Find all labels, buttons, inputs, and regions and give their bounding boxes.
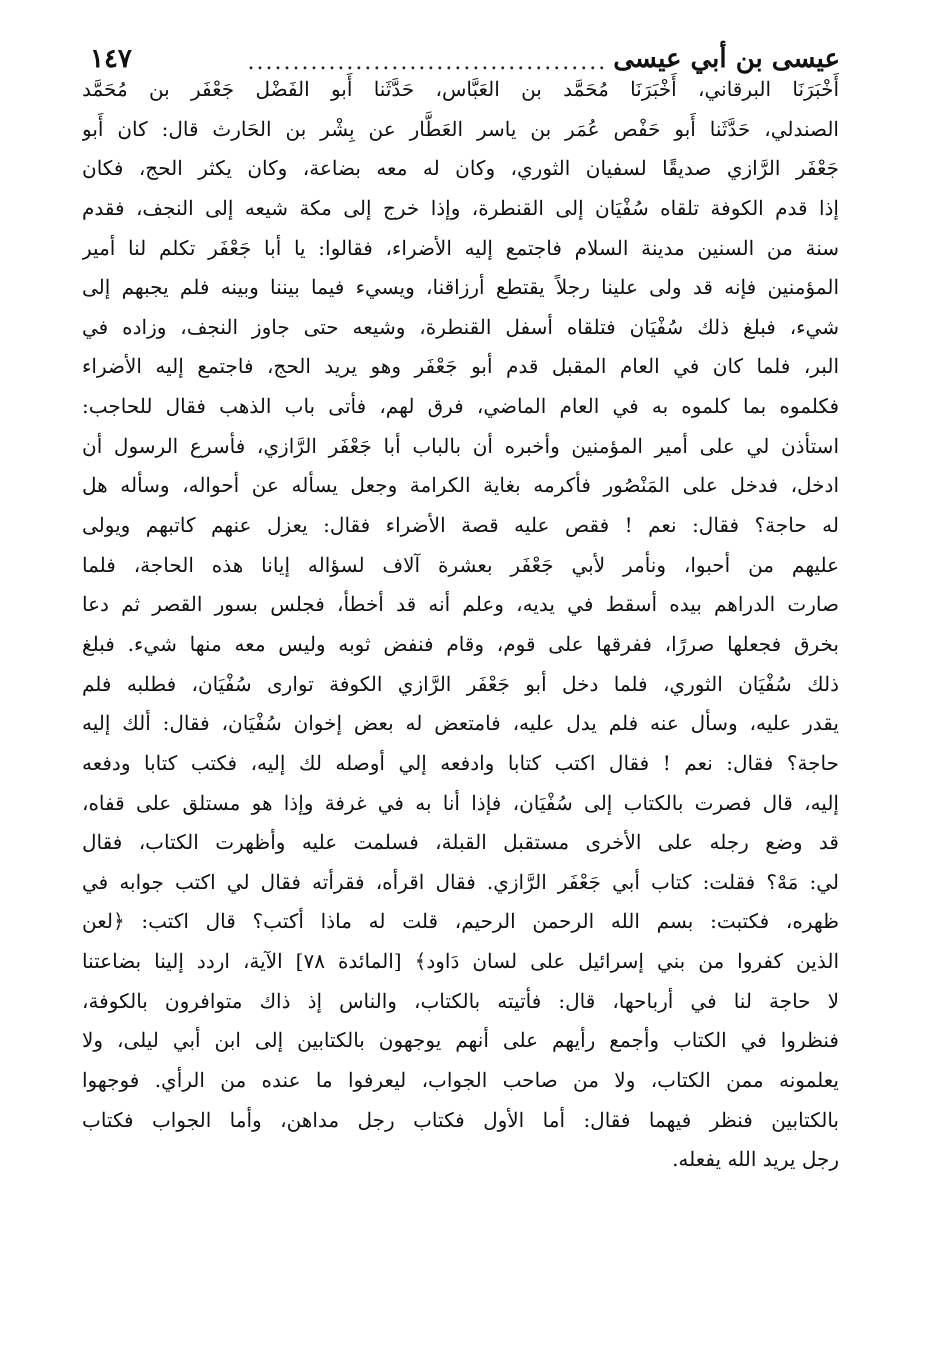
text-line: فنظروا في الكتاب وأجمع رأيهم على أنهم يوجهون بالكتابين إلى ابن أبي ليلى، ولا — [82, 1028, 839, 1053]
dot-leader: ........................................ — [247, 52, 608, 74]
text-line: صارت الدراهم بيده أسقط في يديه، وعلم أنه قد أخطأ، فجلس بسور القصر ثم دعا — [82, 592, 839, 617]
text-line: لا حاجة لنا في أرباحها، قال: فأتيته بالكتاب، والناس إذ ذاك متوافرون بالكوفة، — [82, 988, 839, 1013]
text-line: يعلمونه ممن الكتاب، ولا من صاحب الجواب، ليعرفوا ما عنده من الرأي. فوجهوا — [82, 1068, 839, 1093]
text-line: فكلموه بما كلموه به في العام الماضي، فرق لهم، فأتى باب الذهب فقال للحاجب: — [82, 394, 839, 419]
body-text — [82, 70, 839, 1340]
text-line: رجل يريد الله يفعله. — [672, 1147, 839, 1172]
text-line: يقدر عليه، وسأل عنه فلم يدل عليه، فامتعض له بعض إخوان سُفْيَان، فقال: ألك إليه — [82, 711, 839, 736]
text-line: الذين كفروا من بني إسرائيل على لسان دَاود﴾ [المائدة ٧٨] الآية، اردد إلينا بضاعتنا — [82, 949, 839, 974]
text-line: لي: مَهْ؟ فقلت: كتاب أبي جَعْفَر الرَّازي. فقال اقرأه، فقرأته فقال لي اكتب جوابه في — [82, 869, 839, 894]
running-title: عيسى بن أبي عيسى — [613, 44, 840, 74]
text-line: سنة من السنين مدينة السلام فاجتمع إليه الأضراء، فقالوا: يا أبا جَعْفَر تكلم لنا أمير — [82, 235, 839, 260]
text-line: إذا قدم الكوفة تلقاه سُفْيَان إلى القنطرة، وإذا خرج إلى مكة شيعه إلى النجف، فقدم — [82, 195, 839, 220]
text-line: إليه، قال فصرت بالكتاب إلى سُفْيَان، فإذا أنا به في غرفة وإذا هو مستلق على قفاه، — [82, 790, 839, 815]
text-line: قد وضع رجله على الأخرى مستقبل القبلة، فسلمت عليه وأظهرت الكتاب، فقال — [82, 830, 839, 855]
text-line: ذلك سُفْيَان الثوري، فلما دخل أبو جَعْفَر الرَّازي الكوفة توارى سُفْيَان، فطلبه فلم — [82, 671, 839, 696]
text-line: جَعْفَر الرَّازي صديقًا لسفيان الثوري، وكان له معه بضاعة، وكان يكثر الحج، فكان — [82, 156, 839, 181]
text-line: ادخل، فدخل على المَنْصُور فأكرمه بغاية الكرامة وجعل يسأله عن أحواله، وسأله هل — [82, 473, 839, 498]
text-line: بالكتابين فنظر فيهما فقال: أما الأول فكتاب رجل مداهن، وأما الجواب فكتاب — [82, 1107, 839, 1132]
text-line: شيء، فبلغ ذلك سُفْيَان فتلقاه أسفل القنطرة، وشيعه حتى جاوز النجف، وزاده في — [82, 314, 839, 339]
text-line: استأذن لي على أمير المؤمنين وأخبره أن بالباب أبا جَعْفَر الرَّازي، فأسرع الرسول أن — [82, 433, 839, 458]
text-line: ظهره، فكتبت: بسم الله الرحمن الرحيم، قلت له ماذا أكتب؟ قال اكتب: ﴿لعن — [82, 909, 839, 934]
text-line: المؤمنين فإنه قد ولى علينا رجلاً يقتطع أرزاقنا، ويسيء فيما بيننا وبينه فلم يجبهم إلى — [82, 275, 839, 300]
text-line: البر، فلما كان في العام المقبل قدم أبو جَعْفَر وهو يريد الحج، فاجتمع إليه الأضراء — [82, 354, 839, 379]
text-line: حاجة؟ فقال: نعم ! فقال اكتب كتابا وادفعه إلي أوصله لك إليه، فكتب كتابا ودفعه — [82, 750, 839, 775]
page-header — [90, 34, 840, 74]
text-line: بخرق فجعلها صررًا، ففرقها على قوم، وقام فنفض ثوبه وليس معه منها شيء. فبلغ — [82, 631, 839, 656]
text-line: أَخْبَرَنَا البرقاني، أَخْبَرَنَا مُحَمَّد بن العَبَّاس، حَدَّثَنا أَبو الفَضْل جَعْفَر بن مُحَمَّد — [82, 77, 839, 101]
page-number: ١٤٧ — [90, 44, 132, 74]
text-line: الصندلي، حَدَّثَنا أَبو حَفْص عُمَر بن ياسر العَطَّار عن بِشْر بن الحَارث قال: كان أَبو — [82, 116, 839, 141]
text-line: عليهم من أحبوا، ونأمر لأبي جَعْفَر بعشرة آلاف لسؤاله إيانا هذه الحاجة، فلما — [82, 552, 839, 577]
text-line: له حاجة؟ فقال: نعم ! فقص عليه قصة الأضراء فقال: يعزل عنهم كاتبهم ويولى — [82, 513, 839, 538]
